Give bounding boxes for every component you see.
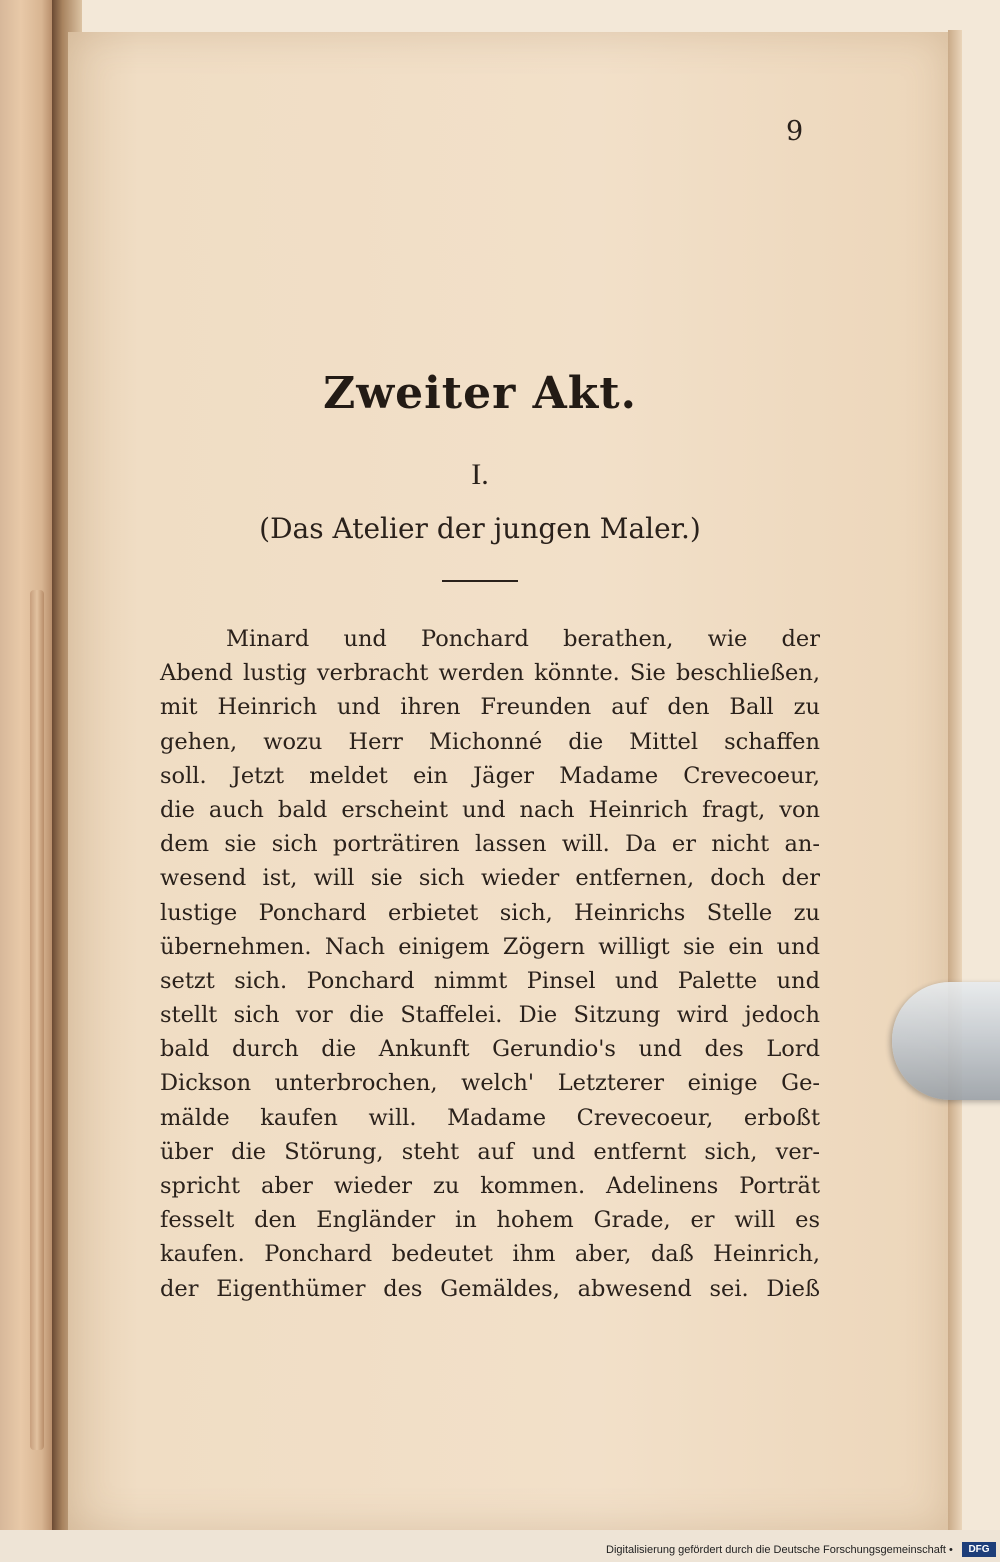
text-line: Abend lustig verbracht werden könnte. Sie beschließen, [160,660,820,687]
text-line: spricht aber wieder zu kommen. Adelinens Porträt [160,1173,820,1199]
bookmark-tab [892,982,1000,1100]
funding-credit: Digitalisierung gefördert durch die Deutsche Forschungsgemeinschaft • [606,1544,953,1556]
page-number: 9 [786,116,804,147]
facing-page-edge [0,0,52,1562]
text-line: kaufen. Ponchard bedeutet ihm aber, daß Heinrich, [160,1241,820,1268]
divider-rule [442,580,518,582]
page-edge [948,30,962,1530]
text-line: mälde kaufen will. Madame Crevecoeur, erboßt [160,1104,820,1131]
text-line: übernehmen. Nach einigem Zögern willigt sie ein und [160,933,820,960]
text-line: Minard und Ponchard berathen, wie der [226,626,820,652]
facing-page-fold [30,590,44,1450]
text-line: stellt sich vor die Staffelei. Die Sitzung wird jedoch [160,1002,820,1029]
text-line: soll. Jetzt meldet ein Jäger Madame Crevecoeur, [160,762,820,789]
text-line: dem sie sich porträtiren lassen will. Da er nicht an- [160,831,820,858]
text-line: über die Störung, steht auf und entfernt sich, ver- [160,1138,820,1165]
dfg-logo: DFG [962,1542,996,1557]
text-line: lustige Ponchard erbietet sich, Heinrichs Stelle zu [160,899,820,926]
scene-number: I. [471,458,489,491]
text-line: Dickson unterbrochen, welch' Letzterer einige Ge- [160,1070,820,1097]
text-line: die auch bald erscheint und nach Heinrich fragt, von [160,796,820,823]
text-line: mit Heinrich und ihren Freunden auf den Ball zu [160,694,820,721]
text-line: setzt sich. Ponchard nimmt Pinsel und Palette und [160,967,820,994]
text-line: bald durch die Ankunft Gerundio's und des Lord [160,1036,820,1063]
text-line: der Eigenthümer des Gemäldes, abwesend sei. Dieß [160,1275,820,1302]
synopsis-paragraph [160,622,820,1306]
scene-setting: (Das Atelier der jungen Maler.) [259,512,701,545]
text-line: gehen, wozu Herr Michonné die Mittel schaffen [160,728,820,755]
text-line: fesselt den Engländer in hohem Grade, er will es [160,1207,820,1234]
act-heading: Zweiter Akt. [323,368,637,419]
text-line: wesend ist, will sie sich wieder entfernen, doch der [160,865,820,892]
